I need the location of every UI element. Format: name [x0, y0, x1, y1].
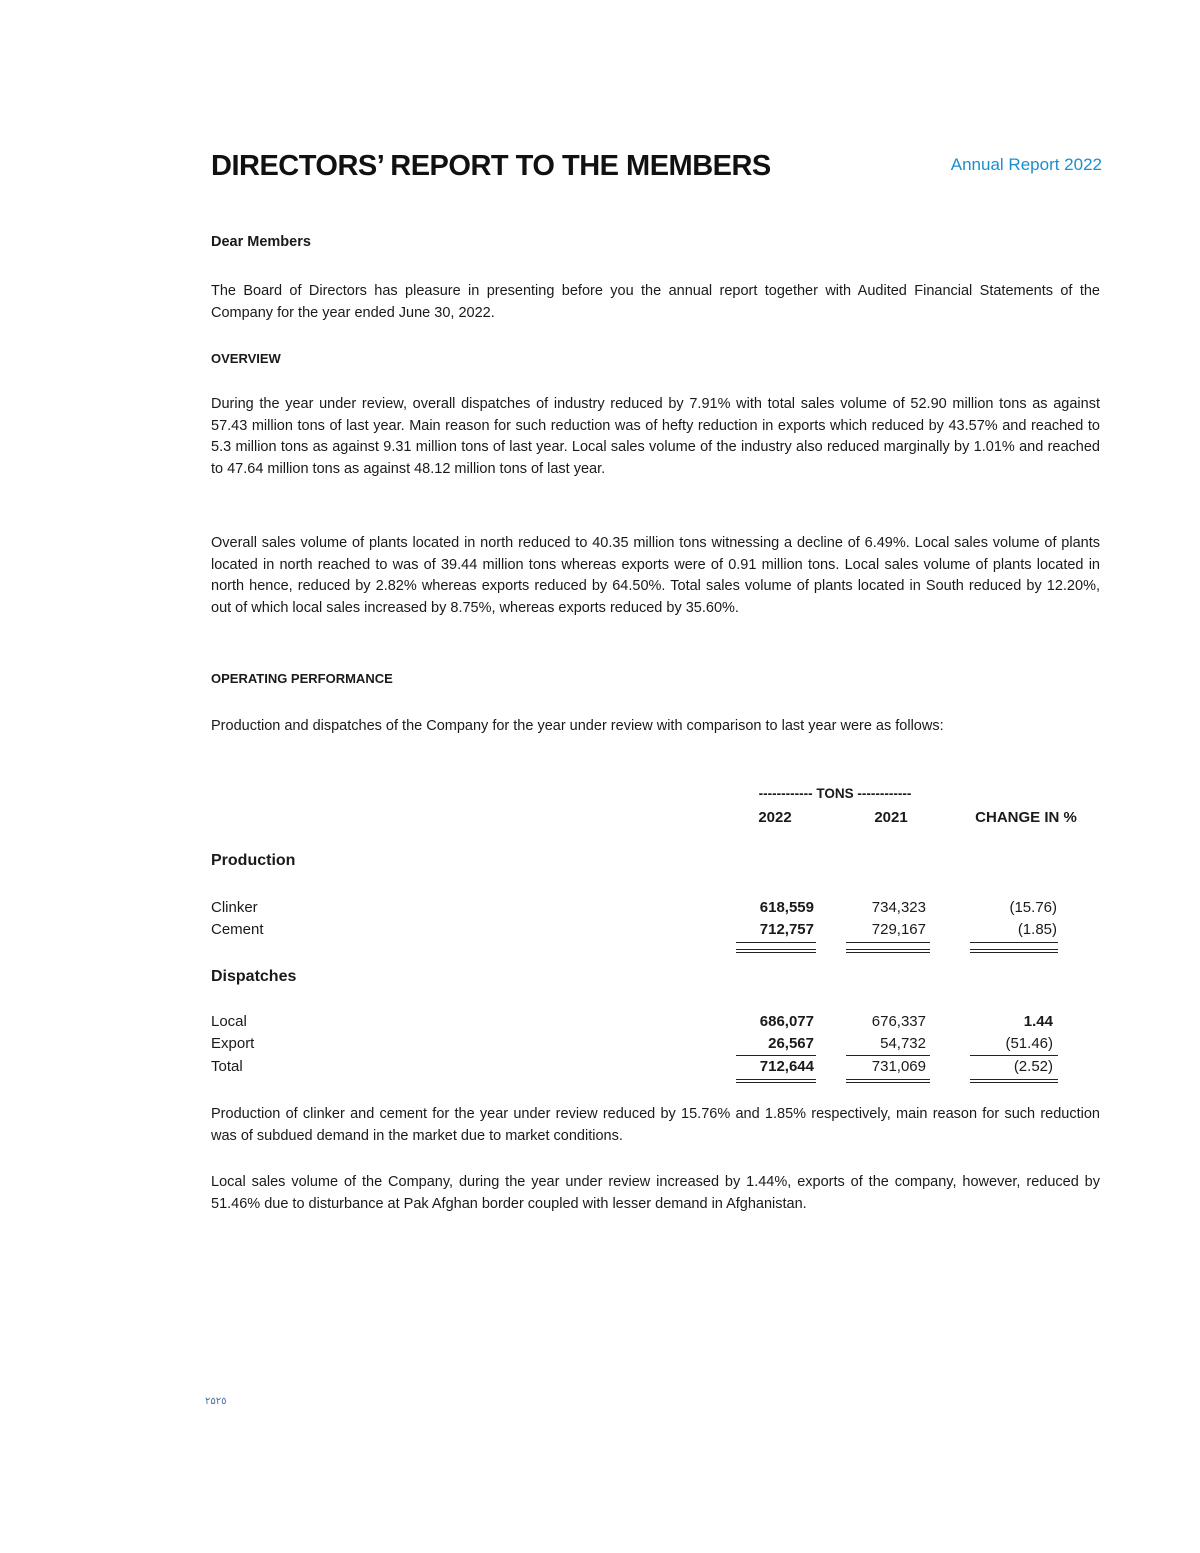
- row-label-clinker: Clinker: [211, 899, 258, 916]
- underline: [970, 942, 1058, 943]
- col-header-2021: 2021: [874, 809, 908, 826]
- cell-clinker-2021: 734,323: [871, 899, 926, 916]
- underline: [846, 1055, 930, 1056]
- overview-paragraph-2: Overall sales volume of plants located in north reduced to 40.35 million tons witnessing a decline of 6.49%. Local sales volume of plants located in north reached to was of 39.44 million tons whereas exports were of 0.91 million tons. Local sales volume of plants located in north hence, reduced by 2.82% whereas exports reduced by 64.50%. Total sales volume of plants located in South reduced by 12.20%, out of which local sales increased by 8.75%, whereas exports reduced by 35.60%.: [211, 535, 1100, 616]
- intro-paragraph: The Board of Directors has pleasure in presenting before you the annual report together with Audited Financial Statements of the Company for the year ended June 30, 2022.: [211, 283, 1100, 321]
- sales-commentary: Local sales volume of the Company, during the year under review increased by 1.44%, exports of the company, however, reduced by 51.46% due to disturbance at Pak Afghan border coupled with lesser demand in Afghanistan.: [211, 1174, 1100, 1212]
- operating-intro: Production and dispatches of the Company for the year under review with comparison to last year were as follows:: [211, 718, 944, 734]
- cell-cement-change: (1.85): [1017, 921, 1057, 938]
- cell-export-2021: 54,732: [880, 1035, 926, 1052]
- row-label-local: Local: [211, 1013, 247, 1030]
- row-label-cement: Cement: [211, 921, 264, 938]
- col-header-change: CHANGE IN %: [975, 809, 1077, 826]
- cell-clinker-2022: 618,559: [759, 899, 814, 916]
- cell-cement-2022: 712,757: [759, 921, 814, 938]
- annual-report-tag: Annual Report 2022: [950, 155, 1102, 174]
- cell-local-2021: 676,337: [871, 1013, 926, 1030]
- double-underline: [970, 949, 1058, 953]
- production-commentary: Production of clinker and cement for the year under review reduced by 15.76% and 1.85% respectively, main reason for such reduction was of subdued demand in the market due to market conditions.: [211, 1106, 1100, 1144]
- row-label-total: Total: [211, 1058, 243, 1075]
- dispatches-group-label: Dispatches: [211, 968, 297, 985]
- cell-export-change: (51.46): [1005, 1035, 1053, 1052]
- overview-heading: OVERVIEW: [211, 351, 281, 366]
- double-underline: [970, 1079, 1058, 1083]
- tons-unit-banner: ------------ TONS ------------: [758, 786, 912, 801]
- salutation: Dear Members: [211, 234, 311, 250]
- cell-cement-2021: 729,167: [871, 921, 926, 938]
- cell-clinker-change: (15.76): [1009, 899, 1057, 916]
- cell-local-change: 1.44: [1023, 1013, 1053, 1030]
- row-label-export: Export: [211, 1035, 255, 1052]
- cell-total-2022: 712,644: [759, 1058, 814, 1075]
- double-underline: [846, 1079, 930, 1083]
- double-underline: [846, 949, 930, 953]
- col-header-2022: 2022: [758, 809, 792, 826]
- double-underline: [736, 1079, 816, 1083]
- cell-total-change: (2.52): [1013, 1058, 1053, 1075]
- cell-export-2022: 26,567: [768, 1035, 814, 1052]
- double-underline: [736, 949, 816, 953]
- cell-local-2022: 686,077: [759, 1013, 814, 1030]
- underline: [736, 1055, 816, 1056]
- production-group-label: Production: [211, 852, 296, 869]
- underline: [846, 942, 930, 943]
- overview-paragraph-1: During the year under review, overall dispatches of industry reduced by 7.91% with total sales volume of 52.90 million tons as against 57.43 million tons of last year. Main reason for such reduction was of hefty reduction in exports which reduced by 43.57% and reached to 5.3 million tons as against 9.31 million tons of last year. Local sales volume of the industry also reduced marginally by 1.01% and reached to 47.64 million tons as against 48.12 million tons of last year.: [211, 396, 1100, 477]
- underline: [970, 1055, 1058, 1056]
- page-number-mark: ۲۵۲٥: [205, 1396, 227, 1407]
- cell-total-2021: 731,069: [871, 1058, 926, 1075]
- underline: [736, 942, 816, 943]
- operating-performance-heading: OPERATING PERFORMANCE: [211, 671, 393, 686]
- page-title: DIRECTORS’ REPORT TO THE MEMBERS: [211, 150, 771, 182]
